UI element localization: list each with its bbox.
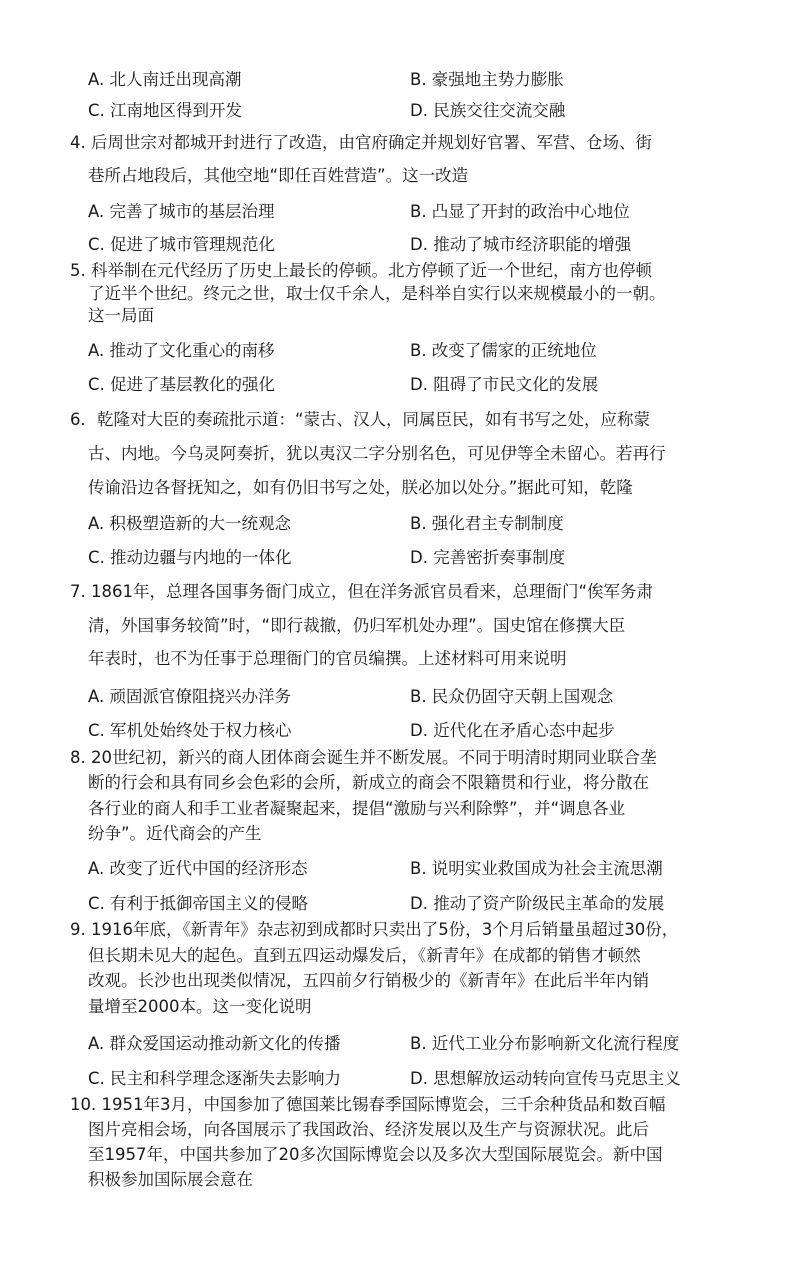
q6-option-c: C. 推动边疆与内地的一体化 — [88, 548, 292, 567]
q3-option-a: A. 北人南迁出现高潮 — [88, 70, 242, 89]
q8-stem-line: 各行业的商人和手工业者凝聚起来，提倡“激励与兴利除弊”，并“调息各业 — [88, 799, 626, 818]
q8-stem-line: 断的行会和具有同乡会色彩的会所，新成立的商会不限籍贯和行业，将分散在 — [88, 773, 649, 792]
q5-stem-line: 5. 科举制在元代经历了历史上最长的停顿。北方停顿了近一个世纪，南方也停顿 — [70, 261, 652, 280]
q6-stem-line: 古、内地。今乌灵阿奏折，犹以夷汉二字分别名色，可见伊等全未留心。若再行 — [88, 444, 666, 463]
q3-option-b: B. 豪强地主势力膨胀 — [410, 70, 564, 89]
q4-option-b: B. 凸显了开封的政治中心地位 — [410, 202, 630, 221]
q8-stem-line: 8. 20世纪初，新兴的商人团体商会诞生并不断发展。不同于明清时期同业联合垄 — [70, 748, 657, 767]
q6-stem-line: 传谕沿边各督抚知之，如有仍旧书写之处，朕必加以处分。”据此可知，乾隆 — [88, 478, 633, 497]
q10-stem-line: 积极参加国际展会意在 — [88, 1170, 253, 1189]
q4-stem-line: 巷所占地段后，其他空地“即任百姓营造”。这一改造 — [88, 166, 469, 185]
q4-option-a: A. 完善了城市的基层治理 — [88, 202, 275, 221]
q5-option-a: A. 推动了文化重心的南移 — [88, 341, 275, 360]
q6-stem-line: 6．乾隆对大臣的奏疏批示道：“蒙古、汉人，同属臣民，如有书写之处，应称蒙 — [70, 410, 651, 429]
q3-option-d: D. 民族交往交流交融 — [410, 101, 566, 120]
q7-option-b: B. 民众仍固守天朝上国观念 — [410, 687, 614, 706]
q7-option-c: C. 军机处始终处于权力核心 — [88, 721, 292, 740]
q4-stem-line: 4. 后周世宗对都城开封进行了改造，由官府确定并规划好官署、军营、仓场、街 — [70, 133, 652, 152]
q9-stem-line: 但长期未见大的起色。直到五四运动爆发后，《新青年》在成都的销售才顿然 — [88, 946, 641, 965]
q4-option-c: C. 促进了城市管理规范化 — [88, 235, 276, 254]
q4-option-d: D. 推动了城市经济职能的增强 — [410, 235, 632, 254]
q8-option-b: B. 说明实业救国成为社会主流思潮 — [410, 859, 663, 878]
q9-stem-line: 改观。长沙也出现类似情况，五四前夕行销极少的《新青年》在此后半年内销 — [88, 971, 649, 990]
q9-option-b: B. 近代工业分布影响新文化流行程度 — [410, 1034, 680, 1053]
q7-stem-line: 年表时，也不为任事于总理衙门的官员编撰。上述材料可用来说明 — [88, 649, 567, 668]
q9-option-c: C. 民主和科学理念逐渐失去影响力 — [88, 1069, 342, 1088]
q6-option-d: D. 完善密折奏事制度 — [410, 548, 566, 567]
q10-stem-line: 10. 1951年3月，中国参加了德国莱比锡春季国际博览会，三千余种货品和数百幅 — [70, 1095, 666, 1114]
q8-stem-line: 纷争”。近代商会的产生 — [88, 824, 262, 843]
q10-stem-line: 至1957年，中国共参加了20多次国际博览会以及多次大型国际展览会。新中国 — [88, 1145, 663, 1164]
q8-option-c: C. 有利于抵御帝国主义的侵略 — [88, 894, 309, 913]
q5-stem-line: 这一局面 — [88, 306, 154, 325]
q6-option-b: B. 强化君主专制制度 — [410, 514, 564, 533]
q8-option-a: A. 改变了近代中国的经济形态 — [88, 859, 308, 878]
q7-stem-line: 清，外国事务较简”时，“即行裁撤，仍归军机处办理”。国史馆在修撰大臣 — [88, 616, 626, 635]
q10-stem-line: 图片亮相会场，向各国展示了我国政治、经济发展以及生产与资源状况。此后 — [88, 1120, 649, 1139]
q6-option-a: A. 积极塑造新的大一统观念 — [88, 514, 291, 533]
q7-option-a: A. 顽固派官僚阻挠兴办洋务 — [88, 687, 291, 706]
q9-option-a: A. 群众爱国运动推动新文化的传播 — [88, 1034, 341, 1053]
q8-option-d: D. 推动了资产阶级民主革命的发展 — [410, 894, 665, 913]
q3-option-c: C. 江南地区得到开发 — [88, 101, 243, 120]
q7-option-d: D. 近代化在矛盾心态中起步 — [410, 721, 615, 740]
q5-option-d: D. 阻碍了市民文化的发展 — [410, 375, 599, 394]
q5-option-b: B. 改变了儒家的正统地位 — [410, 341, 597, 360]
q9-stem-line: 9. 1916年底，《新青年》杂志初到成都时只卖出了5份，3个月后销量虽超过30份， — [70, 920, 679, 939]
q7-stem-line: 7. 1861年，总理各国事务衙门成立，但在洋务派官员看来，总理衙门“俟军务肃 — [70, 582, 654, 601]
q9-option-d: D. 思想解放运动转向宣传马克思主义 — [410, 1069, 681, 1088]
q5-option-c: C. 促进了基层教化的强化 — [88, 375, 276, 394]
q5-stem-line: 了近半个世纪。终元之世，取士仅千余人，是科举自实行以来规模最小的一朝。 — [88, 284, 666, 303]
q9-stem-line: 量增至2000本。这一变化说明 — [88, 997, 312, 1016]
